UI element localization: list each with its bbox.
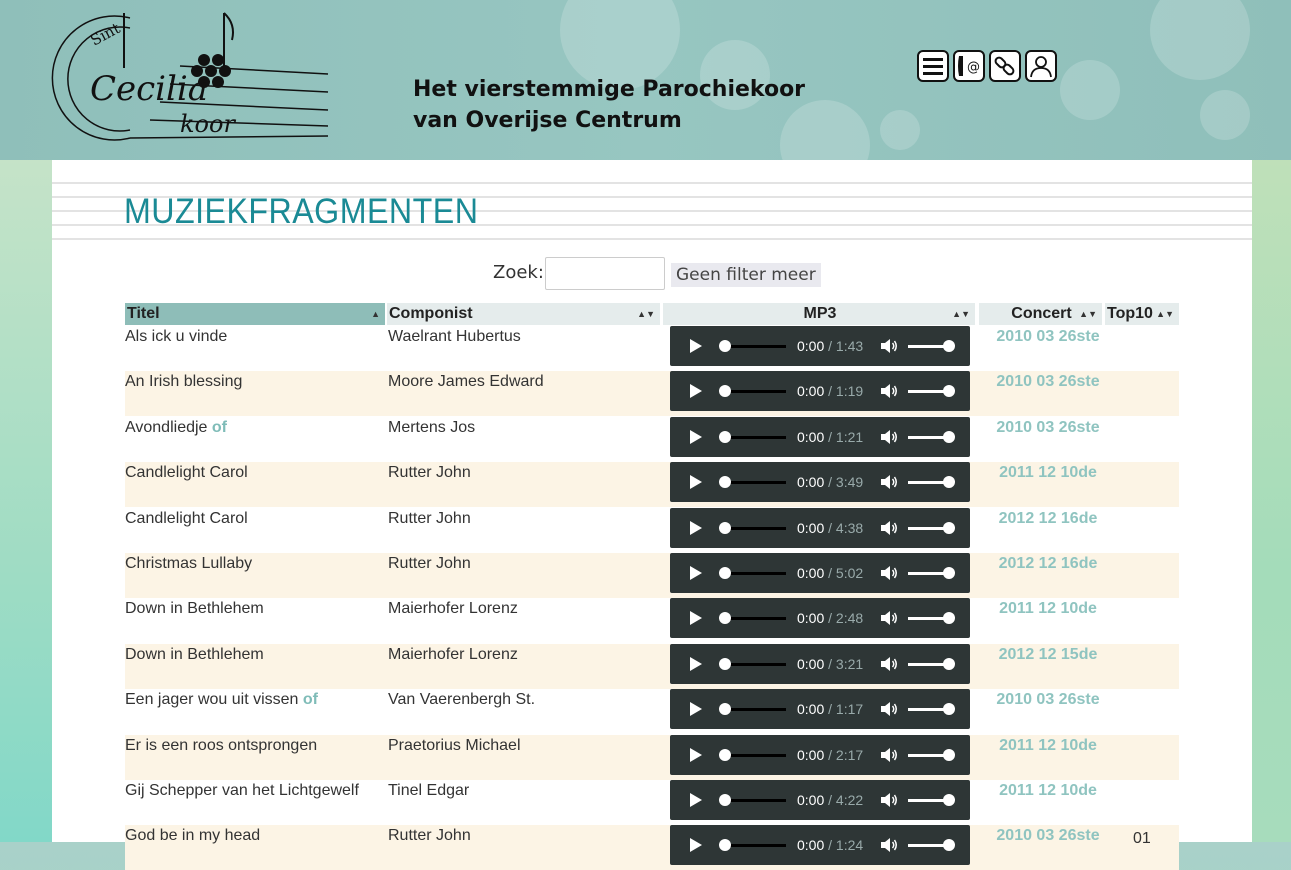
volume-handle[interactable] (943, 794, 955, 806)
duration: 1:21 (835, 428, 864, 445)
column-header-concert[interactable] (979, 303, 1102, 325)
concert-link[interactable]: 2010 03 26ste (996, 373, 1100, 391)
play-icon[interactable] (690, 702, 702, 716)
table-row (125, 735, 1179, 780)
song-title (125, 782, 359, 800)
duration: 1:43 (835, 338, 864, 354)
song-title-text: Christmas Lullaby (125, 555, 253, 572)
play-icon[interactable] (690, 475, 702, 489)
logo-sint-text: Sint (87, 19, 124, 50)
tagline-line1: Het vierstemmige Parochiekoor (413, 77, 806, 102)
seek-handle[interactable] (719, 703, 731, 715)
concert-link[interactable]: 2011 12 10de (999, 464, 1097, 482)
user-icon[interactable] (1025, 50, 1057, 82)
seek-bar[interactable] (722, 617, 786, 620)
concert-link[interactable]: 2011 12 10de (999, 782, 1097, 799)
volume-icon[interactable] (880, 747, 898, 763)
seek-bar[interactable] (722, 799, 786, 802)
table-row (125, 644, 1179, 689)
seek-bar[interactable] (722, 390, 786, 393)
sort-both-icon: ▲▼ (952, 309, 970, 319)
seek-bar[interactable] (722, 572, 786, 575)
right-background (1252, 160, 1291, 842)
song-title (125, 646, 264, 664)
seek-bar[interactable] (722, 708, 786, 711)
current-time: 0:00 (797, 565, 825, 581)
audio-player[interactable] (670, 417, 970, 457)
current-time: 0:00 (797, 655, 825, 672)
song-title (125, 737, 317, 755)
current-time: 0:00 (797, 338, 825, 354)
audio-player[interactable] (670, 598, 970, 638)
column-header-label: Concert (1011, 305, 1072, 322)
sort-both-icon: ▲▼ (637, 309, 655, 319)
current-time: 0:00 (797, 519, 825, 536)
concert-link[interactable]: 2012 12 15de (998, 645, 1098, 663)
duration: 4:22 (835, 792, 864, 808)
column-header-label: Top10 (1107, 305, 1153, 322)
play-icon[interactable] (690, 566, 702, 580)
song-title (125, 328, 227, 346)
column-header-label: Titel (127, 305, 160, 322)
composer: Tinel Edgar (388, 782, 470, 799)
sort-both-icon: ▲▼ (1156, 309, 1174, 319)
seek-bar[interactable] (722, 527, 786, 530)
time-display: 0:00 / 4:22 (797, 792, 864, 808)
composer: Rutter John (388, 827, 471, 845)
seek-bar[interactable] (722, 844, 786, 847)
song-title-text: Gij Schepper van het Lichtgewelf (125, 782, 359, 799)
column-header-mp3[interactable] (663, 303, 975, 325)
composer: Van Vaerenbergh St. (388, 691, 536, 709)
current-time: 0:00 (797, 701, 825, 718)
audio-player[interactable] (670, 780, 970, 820)
column-header-label: MP3 (803, 305, 837, 322)
search-label: Zoek: (493, 262, 544, 283)
time-display: 0:00 / 1:24 (797, 837, 864, 854)
table-row (125, 780, 1179, 825)
table-row (125, 371, 1179, 416)
audio-player[interactable] (670, 326, 970, 366)
volume-handle[interactable] (943, 385, 955, 397)
concert-link[interactable]: 2010 03 26ste (996, 827, 1100, 845)
audio-player[interactable] (670, 735, 970, 775)
seek-handle[interactable] (719, 567, 731, 579)
song-title-text: Avondliedje (125, 418, 208, 436)
volume-icon[interactable] (880, 338, 898, 354)
table-row (125, 417, 1179, 462)
duration: 1:17 (835, 701, 864, 718)
time-display: 0:00 / 2:17 (797, 746, 864, 763)
sort-ascending-icon: ▲ (371, 309, 380, 319)
volume-handle[interactable] (943, 749, 955, 761)
volume-icon[interactable] (880, 565, 898, 581)
logo-cecilia-text: Cecilia (90, 69, 209, 109)
concert-link[interactable]: 2012 12 16de (998, 555, 1098, 572)
concert-link[interactable]: 2010 03 26ste (996, 418, 1100, 436)
volume-icon[interactable] (880, 610, 898, 626)
seek-handle[interactable] (719, 749, 731, 761)
composer: Mertens Jos (388, 418, 476, 436)
song-title (125, 464, 248, 482)
seek-handle[interactable] (719, 522, 731, 534)
time-display: 0:00 / 3:21 (797, 655, 864, 672)
song-title-text: Als ick u vinde (125, 328, 228, 345)
links-icon[interactable] (989, 50, 1021, 82)
table-row (125, 689, 1179, 734)
audio-player[interactable] (670, 825, 970, 865)
alternative-link[interactable]: of (302, 691, 318, 709)
volume-handle[interactable] (943, 431, 955, 443)
song-title (125, 419, 227, 437)
table-row (125, 462, 1179, 507)
svg-text:@: @ (967, 60, 980, 75)
volume-icon[interactable] (880, 429, 898, 445)
current-time: 0:00 (797, 610, 825, 627)
song-title (125, 600, 264, 618)
table-row (125, 825, 1179, 870)
seek-handle[interactable] (719, 612, 731, 624)
composer: Rutter John (388, 509, 471, 527)
song-title-text: God be in my head (125, 827, 261, 845)
column-header-label: Componist (389, 305, 473, 322)
sort-both-icon: ▲▼ (1079, 309, 1097, 319)
audio-player[interactable] (670, 371, 970, 411)
song-title (125, 510, 248, 528)
time-display: 0:00 / 5:02 (797, 565, 864, 581)
page-title: MUZIEKFRAGMENTEN (124, 192, 479, 231)
seek-handle[interactable] (719, 385, 731, 397)
composer: Rutter John (388, 464, 471, 482)
seek-bar[interactable] (722, 481, 786, 484)
volume-handle[interactable] (943, 522, 955, 534)
duration: 2:17 (835, 746, 864, 763)
composer: Maierhofer Lorenz (388, 645, 518, 663)
logo-koor-text: koor (180, 110, 235, 138)
time-display: 0:00 / 4:38 (797, 519, 864, 536)
song-title (125, 691, 318, 709)
song-title (125, 373, 242, 391)
duration: 5:02 (835, 565, 864, 581)
seek-handle[interactable] (719, 476, 731, 488)
volume-icon[interactable] (880, 656, 898, 672)
current-time: 0:00 (797, 428, 825, 445)
composer: Rutter John (388, 555, 471, 572)
concert-link[interactable]: 2010 03 26ste (996, 328, 1100, 345)
song-title-text: Een jager wou uit vissen (125, 691, 299, 709)
time-display: 0:00 / 2:48 (797, 610, 864, 627)
clear-filter-button[interactable]: Geen filter meer (671, 263, 821, 287)
current-time: 0:00 (797, 792, 825, 808)
table-row (125, 326, 1179, 371)
volume-handle[interactable] (943, 703, 955, 715)
song-title-text: Down in Bethlehem (125, 600, 264, 618)
song-title-text: Candlelight Carol (125, 464, 248, 482)
volume-icon[interactable] (880, 792, 898, 808)
seek-handle[interactable] (719, 658, 731, 670)
time-display: 0:00 / 1:17 (797, 701, 864, 718)
audio-player[interactable] (670, 689, 970, 729)
seek-handle[interactable] (719, 794, 731, 806)
staff-line (52, 238, 1252, 240)
play-icon[interactable] (690, 657, 702, 671)
duration: 4:38 (835, 519, 864, 536)
audio-player[interactable] (670, 644, 970, 684)
play-icon[interactable] (690, 339, 702, 353)
song-title-text: An Irish blessing (125, 373, 243, 391)
top10-rank: 01 (1133, 830, 1151, 848)
composer: Moore James Edward (388, 373, 544, 391)
time-display: 0:00 / 1:43 (797, 338, 864, 354)
duration: 3:21 (835, 655, 864, 672)
volume-icon[interactable] (880, 474, 898, 490)
concert-link[interactable]: 2011 12 10de (999, 600, 1097, 618)
play-icon[interactable] (690, 748, 702, 762)
play-icon[interactable] (690, 838, 702, 852)
contact-icon[interactable] (953, 50, 985, 82)
seek-handle[interactable] (719, 340, 731, 352)
duration: 3:49 (835, 474, 864, 491)
seek-bar[interactable] (722, 754, 786, 757)
volume-handle[interactable] (943, 567, 955, 579)
play-icon[interactable] (690, 611, 702, 625)
header-nav (917, 50, 1057, 82)
audio-player[interactable] (670, 553, 970, 593)
song-title-text: Down in Bethlehem (125, 645, 264, 663)
seek-bar[interactable] (722, 436, 786, 439)
volume-icon[interactable] (880, 701, 898, 717)
play-icon[interactable] (690, 384, 702, 398)
column-header-composer[interactable] (387, 303, 660, 325)
concert-link[interactable]: 2011 12 10de (999, 736, 1097, 754)
song-title (125, 555, 252, 573)
tagline-line2: van Overijse Centrum (413, 108, 682, 133)
volume-handle[interactable] (943, 476, 955, 488)
table-row (125, 508, 1179, 553)
concert-link[interactable]: 2012 12 16de (998, 509, 1098, 527)
content-panel (52, 160, 1252, 854)
composer: Waelrant Hubertus (388, 328, 521, 345)
volume-icon[interactable] (880, 383, 898, 399)
table-row (125, 553, 1179, 598)
time-display: 0:00 / 3:49 (797, 474, 864, 491)
left-background (0, 160, 52, 842)
seek-bar[interactable] (722, 663, 786, 666)
column-header-top10[interactable] (1105, 303, 1179, 325)
duration: 1:24 (835, 837, 864, 854)
site-header (0, 0, 1291, 160)
current-time: 0:00 (797, 474, 825, 491)
duration: 2:48 (835, 610, 864, 627)
audio-player[interactable] (670, 462, 970, 502)
volume-icon[interactable] (880, 520, 898, 536)
choir-logo[interactable] (60, 8, 332, 148)
play-icon[interactable] (690, 793, 702, 807)
volume-handle[interactable] (943, 340, 955, 352)
play-icon[interactable] (690, 430, 702, 444)
current-time: 0:00 (797, 383, 825, 400)
staff-line (52, 182, 1252, 184)
composer: Praetorius Michael (388, 736, 521, 754)
play-icon[interactable] (690, 521, 702, 535)
seek-handle[interactable] (719, 839, 731, 851)
time-display: 0:00 / 1:21 (797, 428, 864, 445)
song-title-text: Er is een roos ontsprongen (125, 736, 318, 754)
table-row (125, 598, 1179, 643)
site-tagline (413, 74, 805, 136)
composer: Maierhofer Lorenz (388, 600, 518, 618)
duration: 1:19 (835, 383, 864, 400)
song-title-text: Candlelight Carol (125, 509, 248, 527)
volume-icon[interactable] (880, 837, 898, 853)
concert-link[interactable]: 2010 03 26ste (996, 691, 1100, 709)
menu-icon[interactable] (917, 50, 949, 82)
seek-handle[interactable] (719, 431, 731, 443)
current-time: 0:00 (797, 837, 825, 854)
column-header-title[interactable] (125, 303, 385, 325)
seek-bar[interactable] (722, 345, 786, 348)
volume-handle[interactable] (943, 658, 955, 670)
alternative-link[interactable]: of (211, 418, 227, 436)
search-input[interactable] (545, 257, 665, 290)
song-title (125, 827, 260, 845)
audio-player[interactable] (670, 508, 970, 548)
current-time: 0:00 (797, 746, 825, 763)
volume-handle[interactable] (943, 839, 955, 851)
volume-handle[interactable] (943, 612, 955, 624)
time-display: 0:00 / 1:19 (797, 383, 864, 400)
